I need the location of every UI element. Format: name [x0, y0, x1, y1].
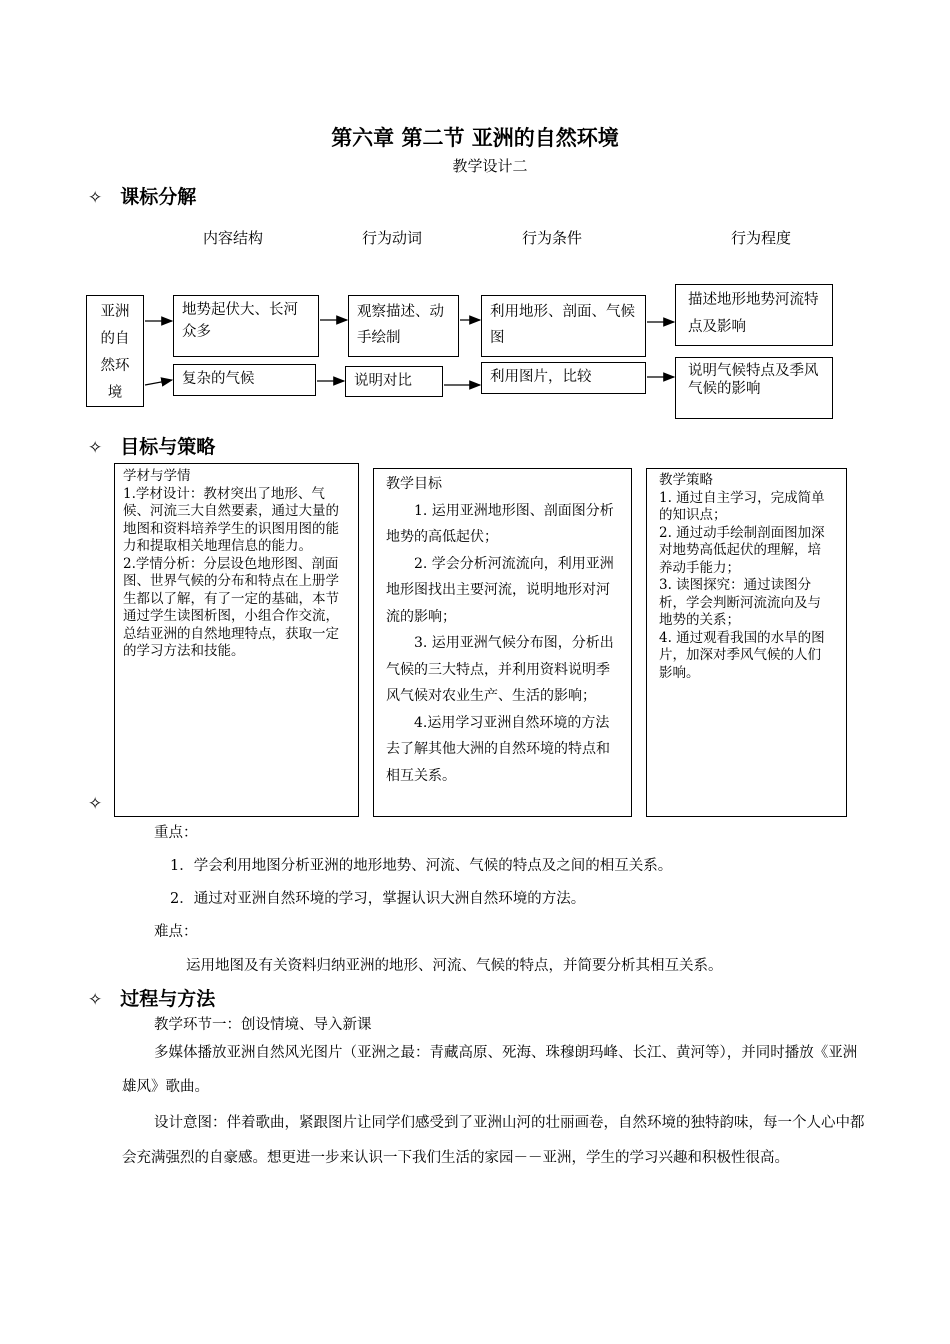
strategy-item: 2. 通过动手绘制剖面图加深对地势高低起伏的理解，培养动手能力；	[659, 524, 825, 576]
diamond-bullet-icon: ✧	[88, 990, 103, 1010]
strategy-item: 4. 通过观看我国的水旱的图片，加深对季风气候的人们影响。	[659, 629, 825, 681]
section-heading-goals: ✧ 目标与策略	[88, 436, 216, 458]
goals-heading: 教学目标	[386, 476, 442, 492]
strategy-item: 1. 通过自主学习，完成简单的知识点；	[659, 489, 825, 523]
goals-item: 4.运用学习亚洲自然环境的方法去了解其他大洲的自然环境的特点和相互关系。	[386, 714, 610, 784]
arrow-root-row2	[145, 380, 172, 385]
diagram-root-box: 亚洲的自然环境	[86, 295, 144, 407]
diagram-box-terrain: 地势起伏大、长河众多	[173, 295, 319, 357]
materials-column	[114, 463, 359, 817]
diagram-box-compare: 利用图片，比较	[481, 362, 646, 394]
page-title: 第六章 第二节 亚洲的自然环境	[331, 126, 619, 150]
strategy-heading: 教学策略	[659, 472, 713, 488]
key-point-item: 1．学会利用地图分析亚洲的地形地势、河流、气候的特点及之间的相互关系。	[170, 858, 673, 874]
diamond-bullet-icon: ✧	[88, 188, 103, 208]
materials-item: 1.学材设计：教材突出了地形、气候、河流三大自然要素，通过大量的地图和资料培养学生的识图用图的能力和提取相关地理信息的能力。	[123, 485, 339, 554]
process-paragraph: 多媒体播放亚洲自然风光图片（亚洲之最：青藏高原、死海、珠穆朗玛峰、长江、黄河等），并同时播放《亚洲雄风》歌曲。	[122, 1045, 858, 1095]
materials-heading: 学材与学情	[123, 468, 191, 484]
process-step-heading: 教学环节一：创设情境、导入新课	[154, 1017, 372, 1033]
strategy-column	[646, 468, 847, 817]
difficult-points-label: 难点：	[154, 924, 198, 940]
diagram-header-condition: 行为条件	[522, 229, 583, 247]
goals-item: 2. 学会分析河流流向，利用亚洲地形图找出主要河流，说明地形对河流的影响；	[386, 555, 614, 625]
diamond-bullet-icon: ✧	[88, 438, 103, 458]
diagram-header-verb: 行为动词	[362, 229, 423, 247]
diamond-bullet-icon: ✧	[88, 794, 103, 814]
goals-item: 1. 运用亚洲地形图、剖面图分析地势的高低起伏；	[386, 502, 614, 545]
diagram-header-content: 内容结构	[203, 229, 264, 247]
goals-item: 3. 运用亚洲气候分布图，分析出气候的三大特点，并利用资料说明季风气候对农业生产、生活的影响；	[386, 635, 614, 704]
diagram-box-climate: 复杂的气候	[173, 364, 316, 396]
diagram-box-climate-effect: 说明气候特点及季风气候的影响	[675, 357, 833, 419]
diagram-box-observe: 观察描述、动手绘制	[348, 295, 459, 357]
section-heading-process: ✧ 过程与方法	[88, 988, 216, 1010]
section-heading-curriculum: ✧ 课标分解	[88, 186, 197, 208]
diagram-box-explain: 说明对比	[345, 366, 443, 397]
key-point-item: 2．通过对亚洲自然环境的学习，掌握认识大洲自然环境的方法。	[170, 891, 586, 907]
key-points-label: 重点：	[154, 825, 198, 841]
diagram-box-use-maps: 利用地形、剖面、气候图	[481, 295, 646, 357]
page-subtitle: 教学设计二	[452, 157, 528, 175]
difficult-points-text: 运用地图及有关资料归纳亚洲的地形、河流、气候的特点，并简要分析其相互关系。	[186, 958, 723, 974]
design-intent-paragraph: 设计意图：伴着歌曲，紧跟图片让同学们感受到了亚洲山河的壮丽画卷，自然环境的独特韵味，每一个人心中都会充满强烈的自豪感。想更进一步来认识一下我们生活的家园－－亚洲，学生的学习兴趣和积极性很高。	[122, 1115, 865, 1166]
diagram-box-describe: 描述地形地势河流特点及影响	[675, 284, 833, 346]
goals-column	[373, 468, 632, 817]
diagram-header-degree: 行为程度	[731, 229, 792, 247]
materials-item: 2.学情分析：分层设色地形图、剖面图、世界气候的分布和特点在上册学生都以了解，有了一定的基础，本节通过学生读图析图，小组合作交流，总结亚洲的自然地理特点，获取一定的学习方法和技能。	[123, 555, 339, 659]
strategy-item: 3. 读图探究：通过读图分析，学会判断河流流向及与地势的关系；	[659, 577, 821, 628]
